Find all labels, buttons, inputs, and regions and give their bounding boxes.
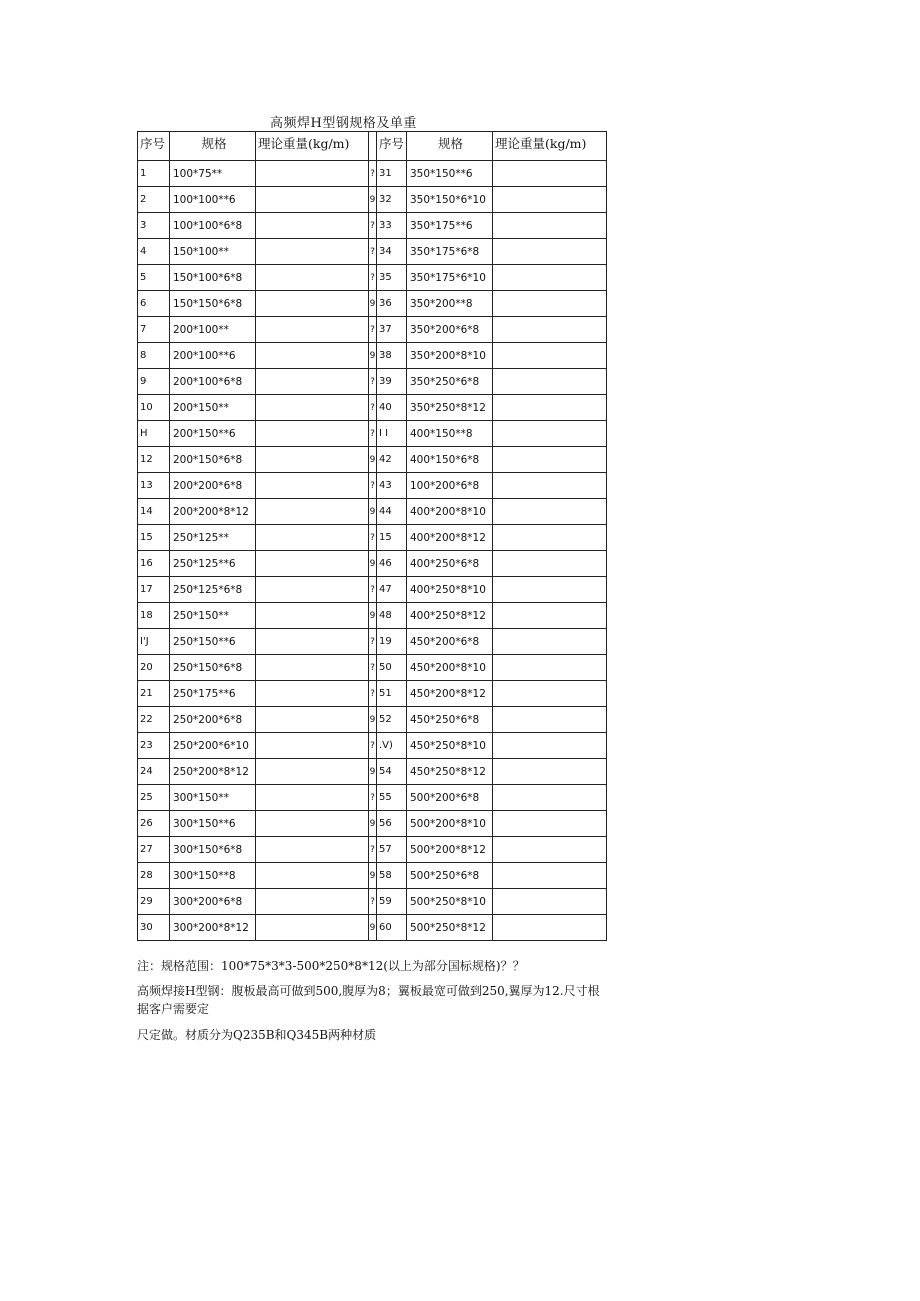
cell-mark: ? xyxy=(369,317,377,343)
cell-weight xyxy=(256,499,369,525)
cell-mark: 9 xyxy=(369,499,377,525)
table-row xyxy=(138,811,607,837)
cell-no-2: 15 xyxy=(377,525,407,551)
cell-mark: ? xyxy=(369,837,377,863)
cell-weight-2 xyxy=(493,317,607,343)
cell-no-2: .V) xyxy=(377,733,407,759)
cell-mark: ? xyxy=(369,733,377,759)
cell-spec: 250*175**6 xyxy=(170,681,256,707)
cell-no-2: 31 xyxy=(377,161,407,187)
cell-weight xyxy=(256,707,369,733)
cell-spec-2: 350*250*8*12 xyxy=(407,395,493,421)
cell-weight xyxy=(256,915,369,941)
cell-spec: 200*100** xyxy=(170,317,256,343)
cell-spec: 300*150**8 xyxy=(170,863,256,889)
cell-spec-2: 500*250*6*8 xyxy=(407,863,493,889)
cell-spec: 300*150** xyxy=(170,785,256,811)
cell-no: 5 xyxy=(138,265,170,291)
cell-weight xyxy=(256,161,369,187)
cell-mark: ? xyxy=(369,577,377,603)
cell-mark: ? xyxy=(369,655,377,681)
cell-spec-2: 350*150*6*10 xyxy=(407,187,493,213)
cell-no: 23 xyxy=(138,733,170,759)
cell-no-2: 60 xyxy=(377,915,407,941)
cell-no-2: 52 xyxy=(377,707,407,733)
cell-spec-2: 400*150*6*8 xyxy=(407,447,493,473)
cell-no: 16 xyxy=(138,551,170,577)
cell-spec-2: 500*200*8*12 xyxy=(407,837,493,863)
header-weight-2: 理论重量(kg/m) xyxy=(493,132,607,161)
cell-weight-2 xyxy=(493,187,607,213)
cell-weight xyxy=(256,239,369,265)
cell-mark: ? xyxy=(369,785,377,811)
cell-spec-2: 100*200*6*8 xyxy=(407,473,493,499)
cell-mark: 9 xyxy=(369,603,377,629)
cell-weight-2 xyxy=(493,499,607,525)
cell-no: 18 xyxy=(138,603,170,629)
table-row xyxy=(138,759,607,785)
cell-spec: 300*200*8*12 xyxy=(170,915,256,941)
cell-weight-2 xyxy=(493,603,607,629)
cell-no: 24 xyxy=(138,759,170,785)
cell-weight xyxy=(256,317,369,343)
table-row xyxy=(138,161,607,187)
cell-spec-2: 400*150**8 xyxy=(407,421,493,447)
cell-weight-2 xyxy=(493,577,607,603)
header-divider xyxy=(369,132,377,161)
table-row xyxy=(138,395,607,421)
cell-spec-2: 400*200*8*10 xyxy=(407,499,493,525)
cell-weight xyxy=(256,473,369,499)
cell-weight-2 xyxy=(493,681,607,707)
cell-mark: ? xyxy=(369,421,377,447)
table-row xyxy=(138,525,607,551)
cell-mark: 9 xyxy=(369,187,377,213)
cell-spec-2: 350*150**6 xyxy=(407,161,493,187)
cell-weight-2 xyxy=(493,369,607,395)
table-row xyxy=(138,733,607,759)
cell-weight-2 xyxy=(493,473,607,499)
table-row xyxy=(138,239,607,265)
cell-weight-2 xyxy=(493,915,607,941)
table-row xyxy=(138,421,607,447)
cell-no: H xyxy=(138,421,170,447)
cell-no: 10 xyxy=(138,395,170,421)
cell-spec: 200*100*6*8 xyxy=(170,369,256,395)
cell-no-2: 40 xyxy=(377,395,407,421)
cell-mark: 9 xyxy=(369,863,377,889)
cell-spec: 150*150*6*8 xyxy=(170,291,256,317)
cell-no-2: 43 xyxy=(377,473,407,499)
cell-mark: ? xyxy=(369,161,377,187)
cell-spec-2: 350*200*8*10 xyxy=(407,343,493,369)
cell-weight-2 xyxy=(493,213,607,239)
cell-no: 30 xyxy=(138,915,170,941)
cell-no: 17 xyxy=(138,577,170,603)
cell-spec: 200*200*8*12 xyxy=(170,499,256,525)
cell-weight-2 xyxy=(493,239,607,265)
cell-weight xyxy=(256,551,369,577)
spec-table xyxy=(137,131,607,941)
cell-mark: ? xyxy=(369,213,377,239)
cell-spec-2: 500*200*6*8 xyxy=(407,785,493,811)
cell-spec: 150*100** xyxy=(170,239,256,265)
cell-mark: 9 xyxy=(369,551,377,577)
cell-weight-2 xyxy=(493,161,607,187)
cell-no-2: 35 xyxy=(377,265,407,291)
cell-weight xyxy=(256,681,369,707)
cell-weight xyxy=(256,733,369,759)
cell-no-2: 34 xyxy=(377,239,407,265)
cell-no-2: 59 xyxy=(377,889,407,915)
cell-weight-2 xyxy=(493,759,607,785)
cell-mark: ? xyxy=(369,239,377,265)
cell-spec-2: 450*250*6*8 xyxy=(407,707,493,733)
cell-spec-2: 350*175*6*10 xyxy=(407,265,493,291)
cell-no: I'J xyxy=(138,629,170,655)
cell-spec-2: 450*200*8*10 xyxy=(407,655,493,681)
cell-weight xyxy=(256,421,369,447)
cell-no: 27 xyxy=(138,837,170,863)
cell-weight-2 xyxy=(493,785,607,811)
cell-weight xyxy=(256,785,369,811)
cell-no-2: 38 xyxy=(377,343,407,369)
cell-mark: ? xyxy=(369,395,377,421)
cell-no: 12 xyxy=(138,447,170,473)
cell-spec: 250*125*6*8 xyxy=(170,577,256,603)
cell-no-2: 54 xyxy=(377,759,407,785)
cell-spec-2: 350*200*6*8 xyxy=(407,317,493,343)
table-row xyxy=(138,499,607,525)
cell-no-2: 51 xyxy=(377,681,407,707)
cell-spec: 100*100*6*8 xyxy=(170,213,256,239)
cell-mark: 9 xyxy=(369,343,377,369)
cell-weight xyxy=(256,265,369,291)
cell-weight-2 xyxy=(493,343,607,369)
cell-spec-2: 450*200*6*8 xyxy=(407,629,493,655)
cell-no: 25 xyxy=(138,785,170,811)
cell-no: 4 xyxy=(138,239,170,265)
cell-spec-2: 350*200**8 xyxy=(407,291,493,317)
cell-spec: 200*200*6*8 xyxy=(170,473,256,499)
cell-mark: ? xyxy=(369,473,377,499)
table-row xyxy=(138,629,607,655)
table-row xyxy=(138,785,607,811)
cell-spec: 300*150*6*8 xyxy=(170,837,256,863)
cell-weight-2 xyxy=(493,629,607,655)
cell-no-2: 32 xyxy=(377,187,407,213)
cell-no-2: 46 xyxy=(377,551,407,577)
cell-weight xyxy=(256,369,369,395)
table-row xyxy=(138,291,607,317)
cell-weight-2 xyxy=(493,291,607,317)
cell-weight xyxy=(256,863,369,889)
cell-mark: 9 xyxy=(369,707,377,733)
cell-spec: 250*125**6 xyxy=(170,551,256,577)
cell-spec-2: 350*250*6*8 xyxy=(407,369,493,395)
cell-no: 6 xyxy=(138,291,170,317)
cell-no: 8 xyxy=(138,343,170,369)
cell-weight xyxy=(256,447,369,473)
cell-mark: 9 xyxy=(369,811,377,837)
cell-spec: 300*150**6 xyxy=(170,811,256,837)
table-row xyxy=(138,343,607,369)
cell-no: 7 xyxy=(138,317,170,343)
cell-no: 1 xyxy=(138,161,170,187)
cell-weight-2 xyxy=(493,733,607,759)
table-row xyxy=(138,863,607,889)
cell-weight xyxy=(256,655,369,681)
cell-weight-2 xyxy=(493,265,607,291)
cell-no: 21 xyxy=(138,681,170,707)
cell-weight-2 xyxy=(493,837,607,863)
cell-spec: 250*200*8*12 xyxy=(170,759,256,785)
cell-mark: ? xyxy=(369,525,377,551)
table-row xyxy=(138,603,607,629)
cell-weight-2 xyxy=(493,863,607,889)
table-row xyxy=(138,213,607,239)
table-row xyxy=(138,447,607,473)
cell-no-2: 42 xyxy=(377,447,407,473)
cell-spec-2: 400*250*8*10 xyxy=(407,577,493,603)
cell-no: 13 xyxy=(138,473,170,499)
table-row xyxy=(138,369,607,395)
table-row xyxy=(138,889,607,915)
cell-weight-2 xyxy=(493,447,607,473)
cell-no: 22 xyxy=(138,707,170,733)
cell-mark: 9 xyxy=(369,915,377,941)
cell-spec-2: 450*200*8*12 xyxy=(407,681,493,707)
header-spec-2: 规格 xyxy=(407,132,493,161)
cell-spec: 250*150** xyxy=(170,603,256,629)
table-row xyxy=(138,187,607,213)
cell-weight-2 xyxy=(493,525,607,551)
cell-spec: 250*150*6*8 xyxy=(170,655,256,681)
cell-weight xyxy=(256,759,369,785)
cell-spec: 250*200*6*10 xyxy=(170,733,256,759)
cell-spec: 300*200*6*8 xyxy=(170,889,256,915)
cell-no-2: 33 xyxy=(377,213,407,239)
cell-no-2: 44 xyxy=(377,499,407,525)
spec-table-body xyxy=(138,132,607,941)
cell-weight xyxy=(256,291,369,317)
cell-weight-2 xyxy=(493,811,607,837)
cell-no: 14 xyxy=(138,499,170,525)
cell-no-2: 36 xyxy=(377,291,407,317)
cell-no: 20 xyxy=(138,655,170,681)
cell-weight xyxy=(256,629,369,655)
header-no-2: 序号 xyxy=(377,132,407,161)
cell-no: 26 xyxy=(138,811,170,837)
cell-spec-2: 350*175**6 xyxy=(407,213,493,239)
cell-weight xyxy=(256,889,369,915)
table-header-row xyxy=(138,132,607,161)
cell-weight xyxy=(256,395,369,421)
cell-no-2: 50 xyxy=(377,655,407,681)
cell-spec-2: 450*250*8*12 xyxy=(407,759,493,785)
cell-spec: 200*150**6 xyxy=(170,421,256,447)
table-row xyxy=(138,473,607,499)
cell-weight xyxy=(256,577,369,603)
cell-no-2: 56 xyxy=(377,811,407,837)
cell-spec-2: 400*250*8*12 xyxy=(407,603,493,629)
cell-mark: 9 xyxy=(369,759,377,785)
cell-spec: 200*150*6*8 xyxy=(170,447,256,473)
cell-no-2: 47 xyxy=(377,577,407,603)
cell-weight-2 xyxy=(493,395,607,421)
cell-spec: 200*150** xyxy=(170,395,256,421)
table-row xyxy=(138,265,607,291)
cell-mark: ? xyxy=(369,681,377,707)
cell-no: 2 xyxy=(138,187,170,213)
cell-spec: 250*125** xyxy=(170,525,256,551)
table-row xyxy=(138,681,607,707)
cell-weight-2 xyxy=(493,551,607,577)
cell-no: 15 xyxy=(138,525,170,551)
page-title: 高频焊H型钢规格及单重 xyxy=(270,116,417,131)
cell-spec-2: 500*250*8*12 xyxy=(407,915,493,941)
cell-weight xyxy=(256,213,369,239)
cell-mark: ? xyxy=(369,889,377,915)
cell-spec-2: 400*250*6*8 xyxy=(407,551,493,577)
cell-weight xyxy=(256,525,369,551)
cell-weight xyxy=(256,837,369,863)
note-material: 尺定做。材质分为Q235B和Q345B两种材质 xyxy=(137,1028,377,1042)
cell-no-2: 39 xyxy=(377,369,407,395)
cell-weight-2 xyxy=(493,707,607,733)
cell-mark: 9 xyxy=(369,291,377,317)
cell-weight xyxy=(256,811,369,837)
note-range: 注：规格范围：100*75*3*3-500*250*8*12(以上为部分国标规格)？？ xyxy=(137,959,525,973)
table-row xyxy=(138,551,607,577)
table-row xyxy=(138,577,607,603)
cell-weight xyxy=(256,343,369,369)
cell-spec-2: 400*200*8*12 xyxy=(407,525,493,551)
table-row xyxy=(138,707,607,733)
cell-weight-2 xyxy=(493,655,607,681)
cell-spec: 250*150**6 xyxy=(170,629,256,655)
cell-spec: 250*200*6*8 xyxy=(170,707,256,733)
cell-mark: ? xyxy=(369,629,377,655)
cell-spec: 150*100*6*8 xyxy=(170,265,256,291)
note-description: 高频焊接H型钢：腹板最高可做到500,腹厚为8；翼板最宽可做到250,翼厚为12.尺寸根据客户需要定 xyxy=(137,984,600,1016)
cell-no: 9 xyxy=(138,369,170,395)
cell-weight xyxy=(256,187,369,213)
cell-no-2: 19 xyxy=(377,629,407,655)
cell-no-2: 55 xyxy=(377,785,407,811)
cell-spec-2: 500*200*8*10 xyxy=(407,811,493,837)
cell-no: 29 xyxy=(138,889,170,915)
cell-no-2: 57 xyxy=(377,837,407,863)
cell-weight xyxy=(256,603,369,629)
table-row xyxy=(138,317,607,343)
header-weight: 理论重量(kg/m) xyxy=(256,132,369,161)
cell-mark: ? xyxy=(369,265,377,291)
cell-no-2: 58 xyxy=(377,863,407,889)
header-spec: 规格 xyxy=(170,132,256,161)
cell-no-2: 48 xyxy=(377,603,407,629)
cell-spec: 100*75** xyxy=(170,161,256,187)
cell-spec: 200*100**6 xyxy=(170,343,256,369)
cell-mark: ? xyxy=(369,369,377,395)
cell-spec-2: 500*250*8*10 xyxy=(407,889,493,915)
table-row xyxy=(138,837,607,863)
cell-no: 28 xyxy=(138,863,170,889)
table-row xyxy=(138,915,607,941)
cell-weight-2 xyxy=(493,889,607,915)
cell-spec: 100*100**6 xyxy=(170,187,256,213)
header-no: 序号 xyxy=(138,132,170,161)
table-row xyxy=(138,655,607,681)
cell-weight-2 xyxy=(493,421,607,447)
cell-no-2: 37 xyxy=(377,317,407,343)
cell-spec-2: 350*175*6*8 xyxy=(407,239,493,265)
cell-spec-2: 450*250*8*10 xyxy=(407,733,493,759)
cell-no-2: I I xyxy=(377,421,407,447)
cell-mark: 9 xyxy=(369,447,377,473)
cell-no: 3 xyxy=(138,213,170,239)
